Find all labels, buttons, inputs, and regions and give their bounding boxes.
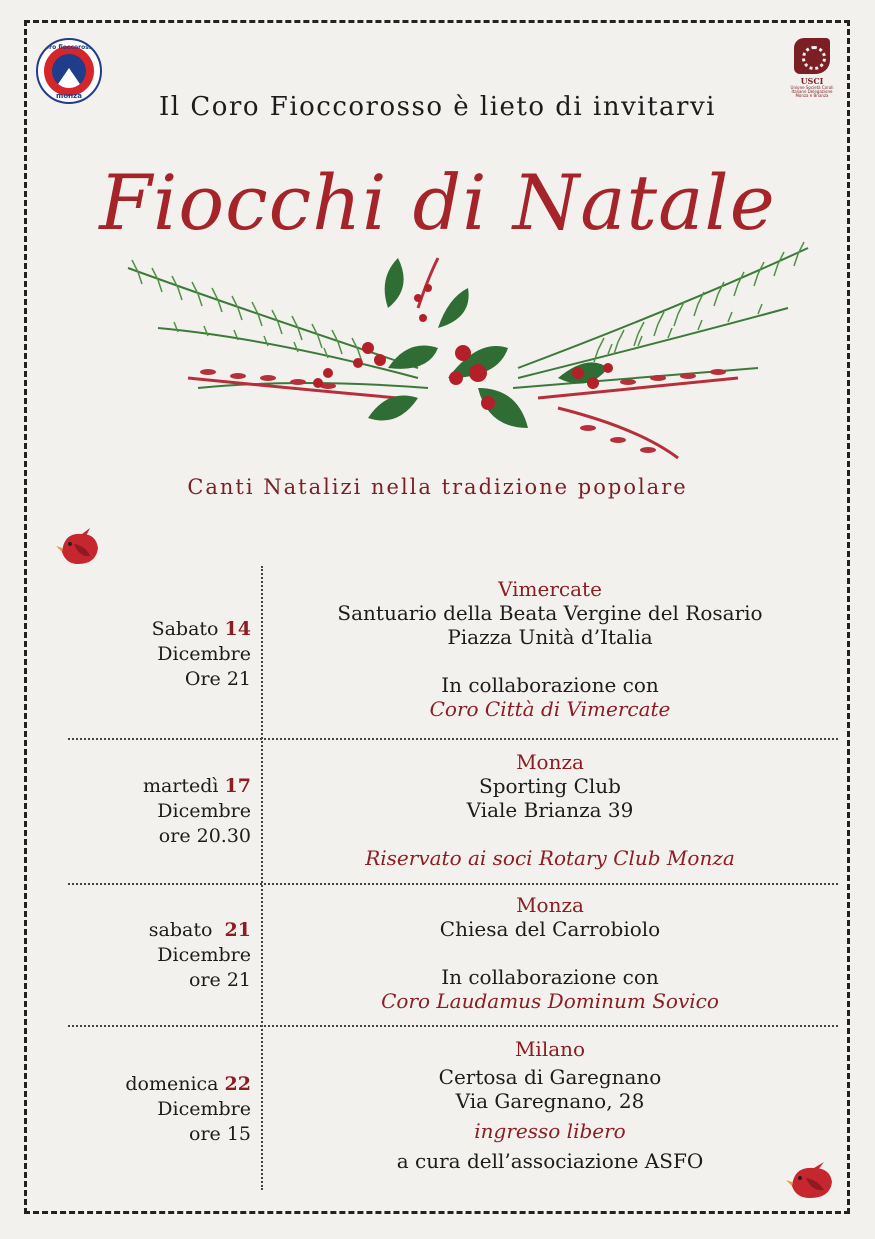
event-city: Monza bbox=[516, 750, 584, 774]
usci-emblem-icon bbox=[794, 38, 830, 74]
usci-logo bbox=[786, 38, 838, 96]
event-venue: Certosa di Garegnano bbox=[438, 1065, 662, 1089]
event-venue: Santuario della Beata Vergine del Rosario bbox=[337, 601, 763, 625]
event-date bbox=[31, 1072, 251, 1147]
event-details bbox=[262, 1037, 838, 1173]
event-time: ore 20.30 bbox=[158, 825, 251, 847]
event-day: Sabato bbox=[151, 618, 219, 640]
invite-line: Il Coro Fioccorosso è lieto di invitarvi bbox=[159, 92, 716, 122]
event-details bbox=[262, 577, 838, 721]
event-entry: ingresso libero bbox=[474, 1119, 626, 1143]
event-month: Dicembre bbox=[157, 944, 251, 966]
mountain-icon bbox=[54, 68, 84, 88]
event-address: Piazza Unità d’Italia bbox=[447, 625, 653, 649]
event-day: martedì bbox=[142, 775, 219, 797]
logo-left-top-text: coro fioccorosso bbox=[41, 44, 97, 51]
event-day-number: 17 bbox=[224, 775, 251, 797]
event-organizer: a cura dell’associazione ASFO bbox=[396, 1149, 704, 1173]
schedule-divider bbox=[68, 883, 838, 885]
event-day-number: 22 bbox=[224, 1073, 251, 1095]
event-note: In collaborazione con bbox=[441, 673, 659, 697]
page-title: Fiocchi di Natale bbox=[99, 158, 776, 247]
event-month: Dicembre bbox=[157, 1098, 251, 1120]
event-partner: Coro Laudamus Dominum Sovico bbox=[381, 989, 719, 1013]
holly-wreath-icon bbox=[118, 228, 818, 468]
event-day-number: 14 bbox=[224, 618, 251, 640]
event-time: Ore 21 bbox=[184, 668, 251, 690]
event-address: Viale Brianza 39 bbox=[466, 798, 634, 822]
schedule-divider bbox=[68, 738, 838, 740]
usci-caption: Unione Società Corali Italiane Delegazione Monza e Brianza bbox=[790, 85, 834, 98]
event-details bbox=[262, 750, 838, 870]
event-day: domenica bbox=[125, 1073, 219, 1095]
event-day-number: 21 bbox=[224, 919, 251, 941]
usci-name: USCI bbox=[800, 76, 824, 86]
event-date bbox=[31, 774, 251, 849]
event-time: ore 15 bbox=[189, 1123, 251, 1145]
event-city: Milano bbox=[514, 1037, 586, 1061]
event-restriction: Riservato ai soci Rotary Club Monza bbox=[365, 846, 735, 870]
red-bird-icon bbox=[56, 526, 104, 570]
event-city: Monza bbox=[516, 893, 584, 917]
event-venue: Chiesa del Carrobiolo bbox=[439, 917, 661, 941]
event-date bbox=[31, 918, 251, 993]
event-note: In collaborazione con bbox=[441, 965, 659, 989]
event-date bbox=[31, 617, 251, 692]
event-address: Via Garegnano, 28 bbox=[455, 1089, 645, 1113]
event-day: sabato bbox=[148, 919, 213, 941]
event-month: Dicembre bbox=[157, 643, 251, 665]
event-details bbox=[262, 893, 838, 1013]
event-time: ore 21 bbox=[189, 969, 251, 991]
event-month: Dicembre bbox=[157, 800, 251, 822]
logo-left-bottom-text: monza bbox=[56, 92, 82, 100]
subtitle: Canti Natalizi nella tradizione popolare bbox=[187, 475, 688, 499]
event-city: Vimercate bbox=[498, 577, 602, 601]
event-partner: Coro Città di Vimercate bbox=[429, 697, 671, 721]
event-venue: Sporting Club bbox=[479, 774, 621, 798]
schedule-divider bbox=[68, 1025, 838, 1027]
